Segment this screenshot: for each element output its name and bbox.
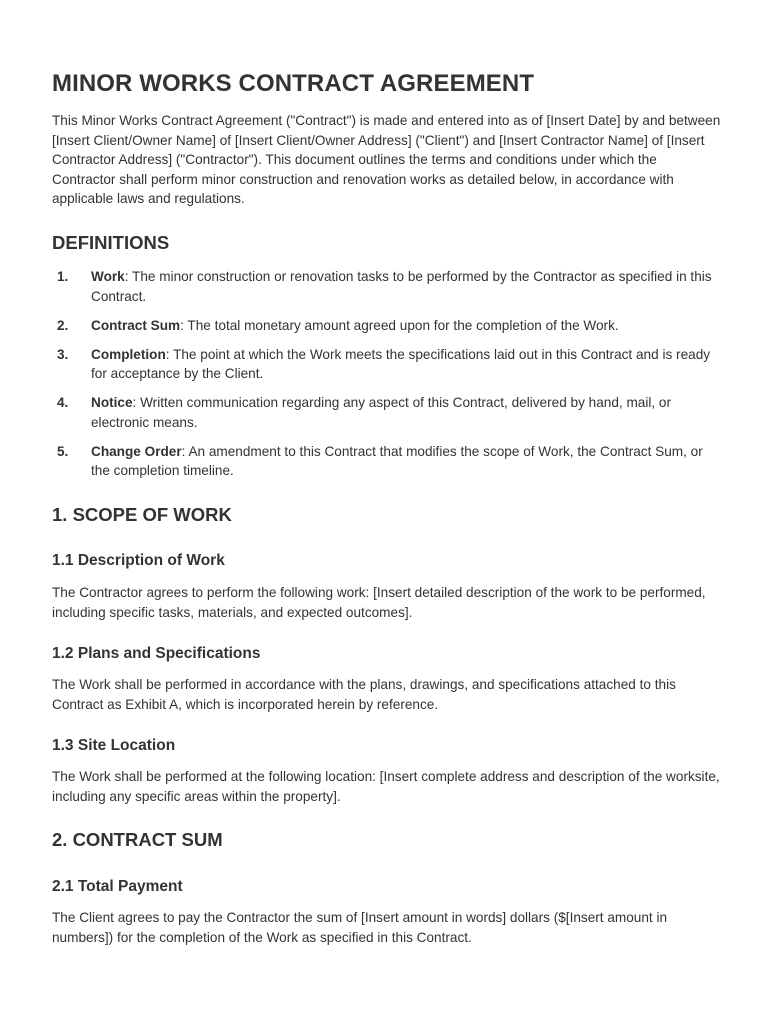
definition-number: 1. xyxy=(57,269,69,284)
definition-term: Work xyxy=(91,269,125,284)
definition-text: : Written communication regarding any aspect of this Contract, delivered by hand, mail, or electronic means. xyxy=(91,395,672,430)
definition-term: Change Order xyxy=(91,443,182,459)
definition-text: : The total monetary amount agreed upon for the completion of the Work. xyxy=(180,317,619,333)
definition-text: : The point at which the Work meets the specifications laid out in this Contract and is ready for acceptance by the Client. xyxy=(91,346,711,382)
section-1-3-heading: 1.3 Site Location xyxy=(52,737,176,754)
definition-term: Completion xyxy=(91,346,166,362)
definition-number: 3. xyxy=(57,346,69,362)
definition-item xyxy=(52,267,722,306)
definition-number: 4. xyxy=(57,395,69,411)
definitions-list xyxy=(52,267,722,490)
definition-number: 5. xyxy=(57,443,69,459)
definition-text: : An amendment to this Contract that modifies the scope of Work, the Contract Sum, or the completion timeline. xyxy=(91,443,703,479)
section-1-1-heading: 1.1 Description of Work xyxy=(52,552,225,569)
definition-text: : The minor construction or renovation tasks to be performed by the Contractor as specified in this Contract. xyxy=(91,269,712,304)
section-1-1-text: The Contractor agrees to perform the following work: [Insert detailed description of the work to be performed, including specific tasks, materials, and expected outcomes]. xyxy=(52,585,706,620)
section-2-1-heading: 2.1 Total Payment xyxy=(52,878,183,895)
definition-term: Contract Sum xyxy=(91,317,181,333)
section-1-2-text: The Work shall be performed in accordance with the plans, drawings, and specifications attached to this Contract as Exhibit A, which is incorporated herein by reference. xyxy=(52,677,676,712)
definition-term: Notice xyxy=(91,395,133,411)
definition-item xyxy=(52,316,722,336)
document-title: MINOR WORKS CONTRACT AGREEMENT xyxy=(52,70,535,97)
section-1-heading: 1. SCOPE OF WORK xyxy=(52,504,232,525)
definition-item xyxy=(52,345,722,384)
intro-paragraph: This Minor Works Contract Agreement ("Contract") is made and entered into as of [Insert Date] by and between [Insert Client/Owner Name] of [Insert Client/Owner Address] ("Client") and [Insert Contractor Name] of [Insert Contractor Address] ("Contractor"). This document outlines the terms and conditions under which the Contractor shall perform minor construction and renovation works as detailed below, in accordance with applicable laws and regulations. xyxy=(52,113,721,207)
section-1-3-text: The Work shall be performed at the following location: [Insert complete address and description of the worksite, including any specific areas within the property]. xyxy=(52,769,720,804)
definition-item xyxy=(52,442,722,481)
definition-item xyxy=(52,393,722,432)
section-2-1-text: The Client agrees to pay the Contractor the sum of [Insert amount in words] dollars ($[Insert amount in numbers]) for the completion of the Work as specified in this Contract. xyxy=(52,910,668,945)
section-2-heading: 2. CONTRACT SUM xyxy=(52,829,223,850)
definition-number: 2. xyxy=(57,317,69,333)
section-1-2-heading: 1.2 Plans and Specifications xyxy=(52,645,261,662)
definitions-heading: DEFINITIONS xyxy=(52,232,170,253)
